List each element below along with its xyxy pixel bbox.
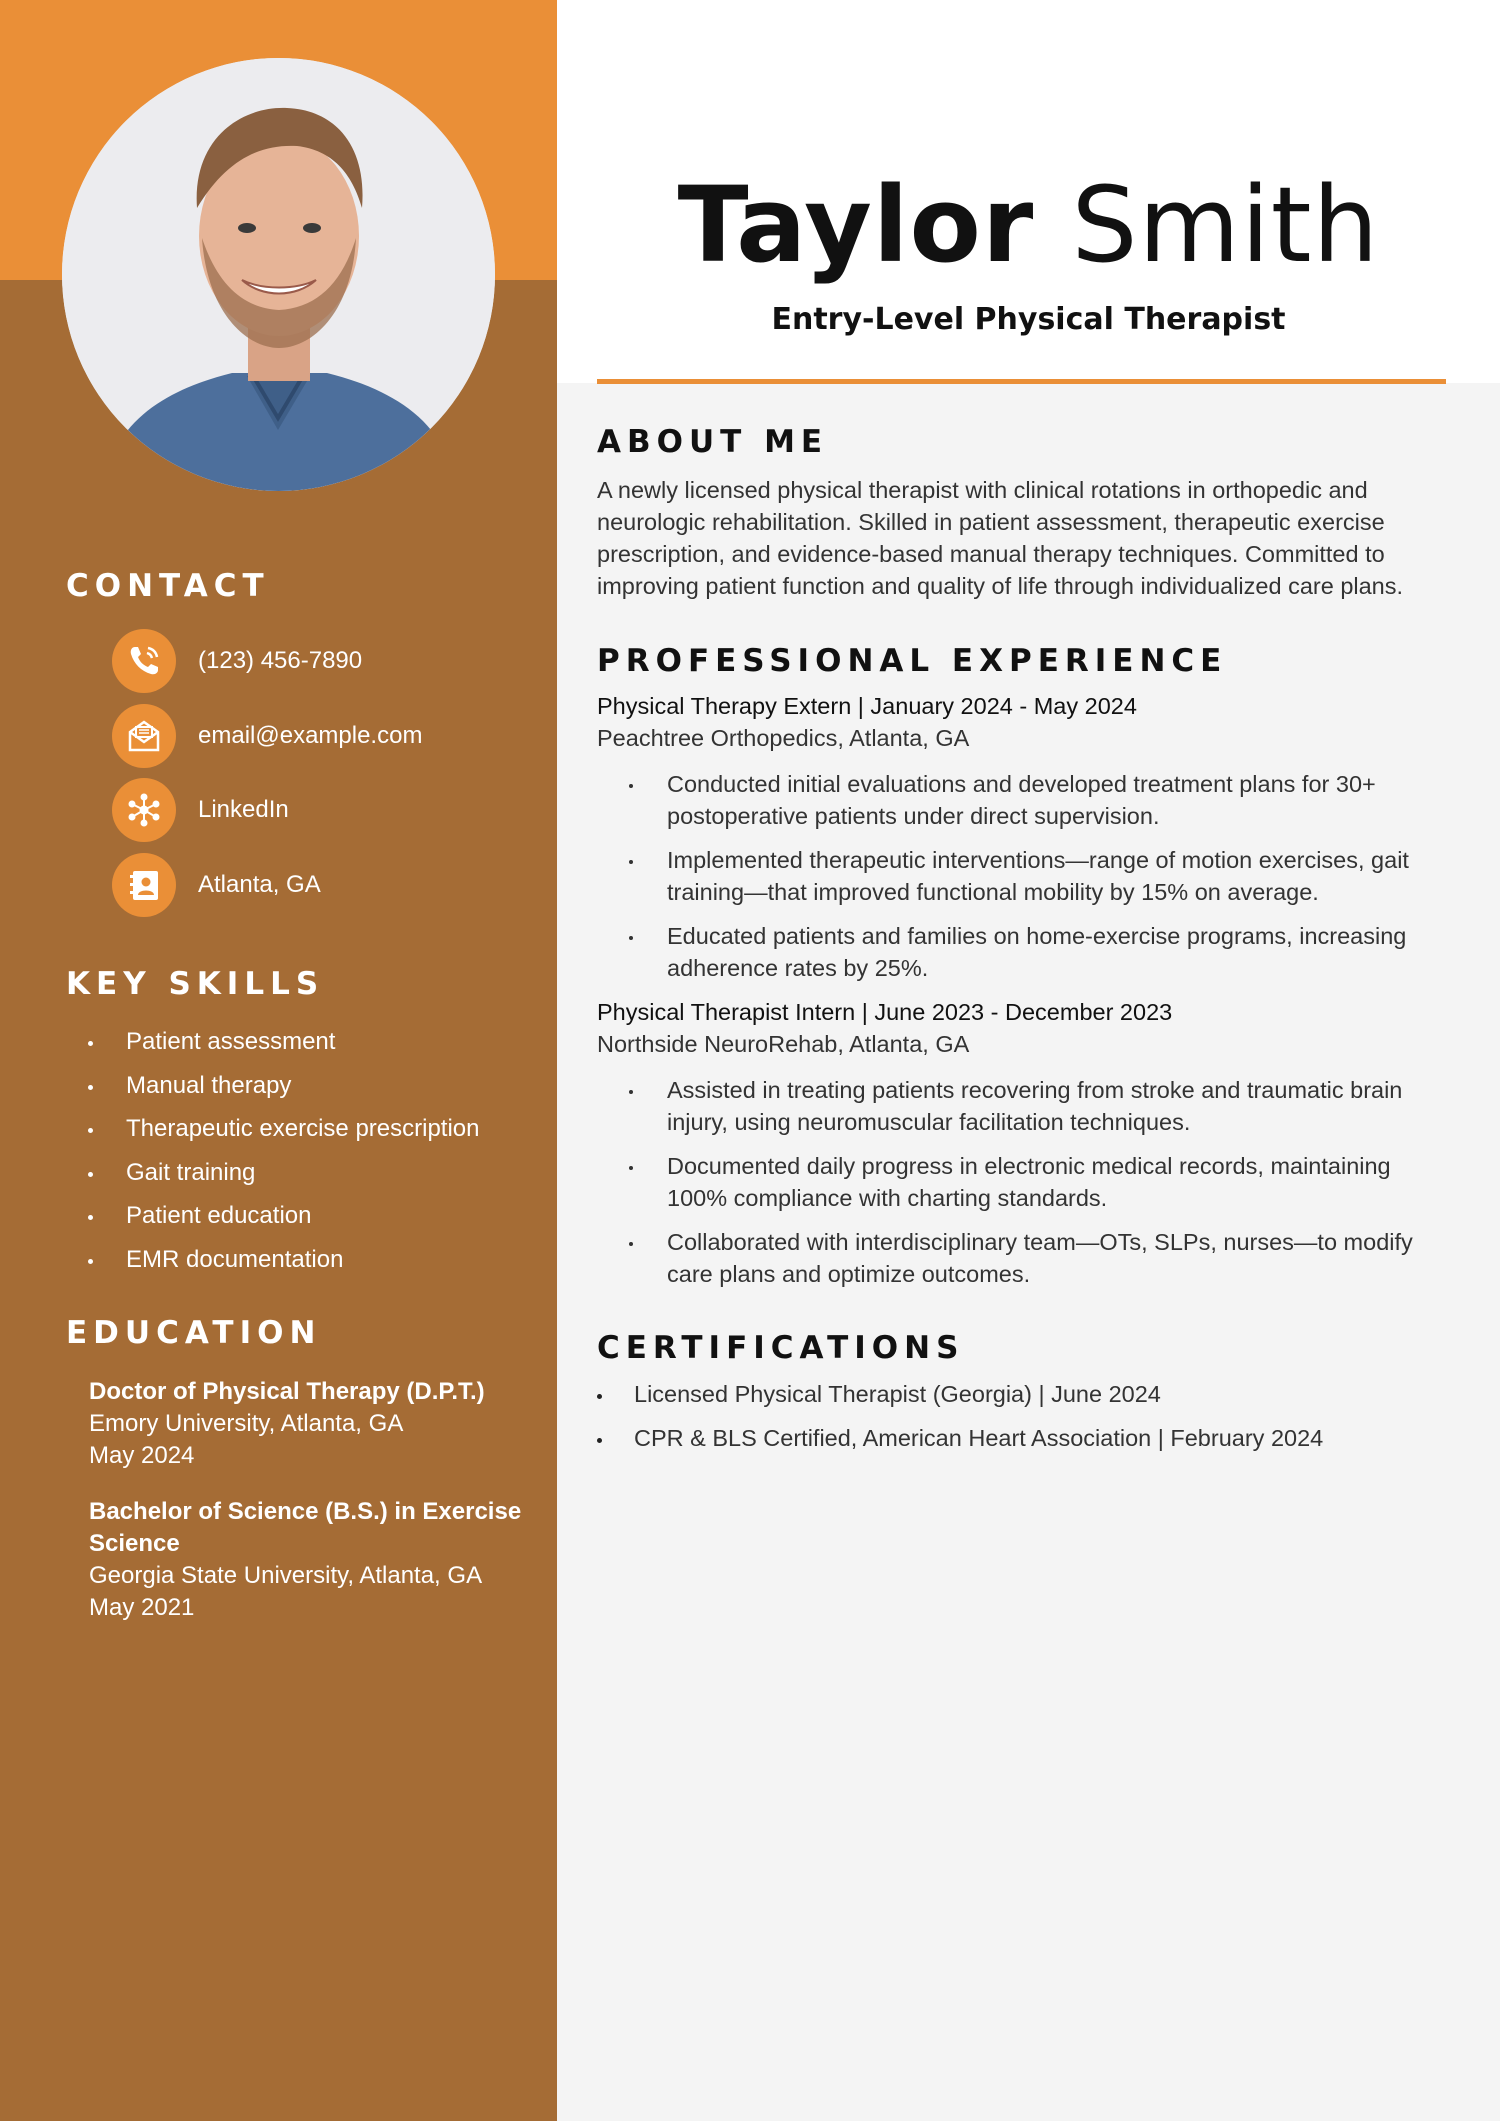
graduation-date: May 2024 xyxy=(89,1442,195,1469)
list-item: EMR documentation xyxy=(84,1242,480,1286)
skills-list xyxy=(84,1024,480,1285)
education-heading: EDUCATION xyxy=(66,1315,322,1351)
school-name: Emory University, Atlanta, GA xyxy=(89,1410,404,1437)
degree-title: Bachelor of Science (B.S.) in Exercise Science xyxy=(89,1498,522,1557)
job-header: Physical Therapist Intern | June 2023 - December 2023 xyxy=(597,999,1173,1025)
job-bullets xyxy=(597,1074,1457,1302)
list-item: Therapeutic exercise prescription xyxy=(84,1111,480,1155)
certifications-heading: CERTIFICATIONS xyxy=(597,1330,965,1366)
certifications-list xyxy=(597,1378,1457,1466)
divider xyxy=(597,379,1446,384)
education-entry xyxy=(89,1376,529,1472)
contact-linkedin xyxy=(112,777,289,843)
about-text: A newly licensed physical therapist with clinical rotations in orthopedic and neurologic rehabilitation. Skilled in patient assessment, therapeutic exercise prescription, and evidence-based manual therapy techniques. Committed to improving patient function and quality of life through individualized care plans. xyxy=(597,477,1404,599)
job-organization: Northside NeuroRehab, Atlanta, GA xyxy=(597,1031,970,1057)
degree-title: Doctor of Physical Therapy (D.P.T.) xyxy=(89,1378,485,1405)
job-title: Entry-Level Physical Therapist xyxy=(771,302,1286,337)
first-name: Taylor xyxy=(677,164,1035,286)
job-bullets xyxy=(597,768,1457,996)
experience-heading: PROFESSIONAL EXPERIENCE xyxy=(597,643,1228,679)
last-name: Smith xyxy=(1071,164,1380,286)
phone-icon xyxy=(112,629,176,693)
location-text: Atlanta, GA xyxy=(198,871,321,898)
list-item: Licensed Physical Therapist (Georgia) | June 2024 xyxy=(597,1378,1457,1410)
list-item: Implemented therapeutic interventions—range of motion exercises, gait training—that improved functional mobility by 15% on average. xyxy=(597,844,1457,908)
list-item: CPR & BLS Certified, American Heart Association | February 2024 xyxy=(597,1422,1457,1454)
email-icon xyxy=(112,704,176,768)
education-entry xyxy=(89,1496,529,1624)
contact-phone xyxy=(112,628,362,694)
job-organization: Peachtree Orthopedics, Atlanta, GA xyxy=(597,725,970,751)
address-book-icon xyxy=(112,853,176,917)
person-portrait-icon xyxy=(62,58,495,491)
phone-number[interactable]: (123) 456-7890 xyxy=(198,647,363,674)
network-icon xyxy=(112,778,176,842)
profile-photo xyxy=(62,58,495,491)
about-heading: ABOUT ME xyxy=(597,424,829,460)
job-header: Physical Therapy Extern | January 2024 - May 2024 xyxy=(597,693,1137,719)
list-item: Assisted in treating patients recovering from stroke and traumatic brain injury, using neuromuscular facilitation techniques. xyxy=(597,1074,1457,1138)
linkedin-link[interactable]: LinkedIn xyxy=(198,796,289,823)
contact-location xyxy=(112,852,321,918)
list-item: Patient assessment xyxy=(84,1024,480,1068)
list-item: Educated patients and families on home-exercise programs, increasing adherence rates by 25%. xyxy=(597,920,1457,984)
list-item: Patient education xyxy=(84,1198,480,1242)
list-item: Conducted initial evaluations and developed treatment plans for 30+ postoperative patients under direct supervision. xyxy=(597,768,1457,832)
school-name: Georgia State University, Atlanta, GA xyxy=(89,1562,483,1589)
skills-heading: KEY SKILLS xyxy=(66,966,325,1002)
graduation-date: May 2021 xyxy=(89,1594,195,1621)
contact-heading: CONTACT xyxy=(66,568,270,604)
list-item: Documented daily progress in electronic medical records, maintaining 100% compliance with charting standards. xyxy=(597,1150,1457,1214)
list-item: Collaborated with interdisciplinary team—OTs, SLPs, nurses—to modify care plans and optimize outcomes. xyxy=(597,1226,1457,1290)
contact-email xyxy=(112,703,422,769)
list-item: Gait training xyxy=(84,1155,480,1199)
list-item: Manual therapy xyxy=(84,1068,480,1112)
candidate-name xyxy=(557,160,1500,290)
email-address[interactable]: email@example.com xyxy=(198,722,423,749)
